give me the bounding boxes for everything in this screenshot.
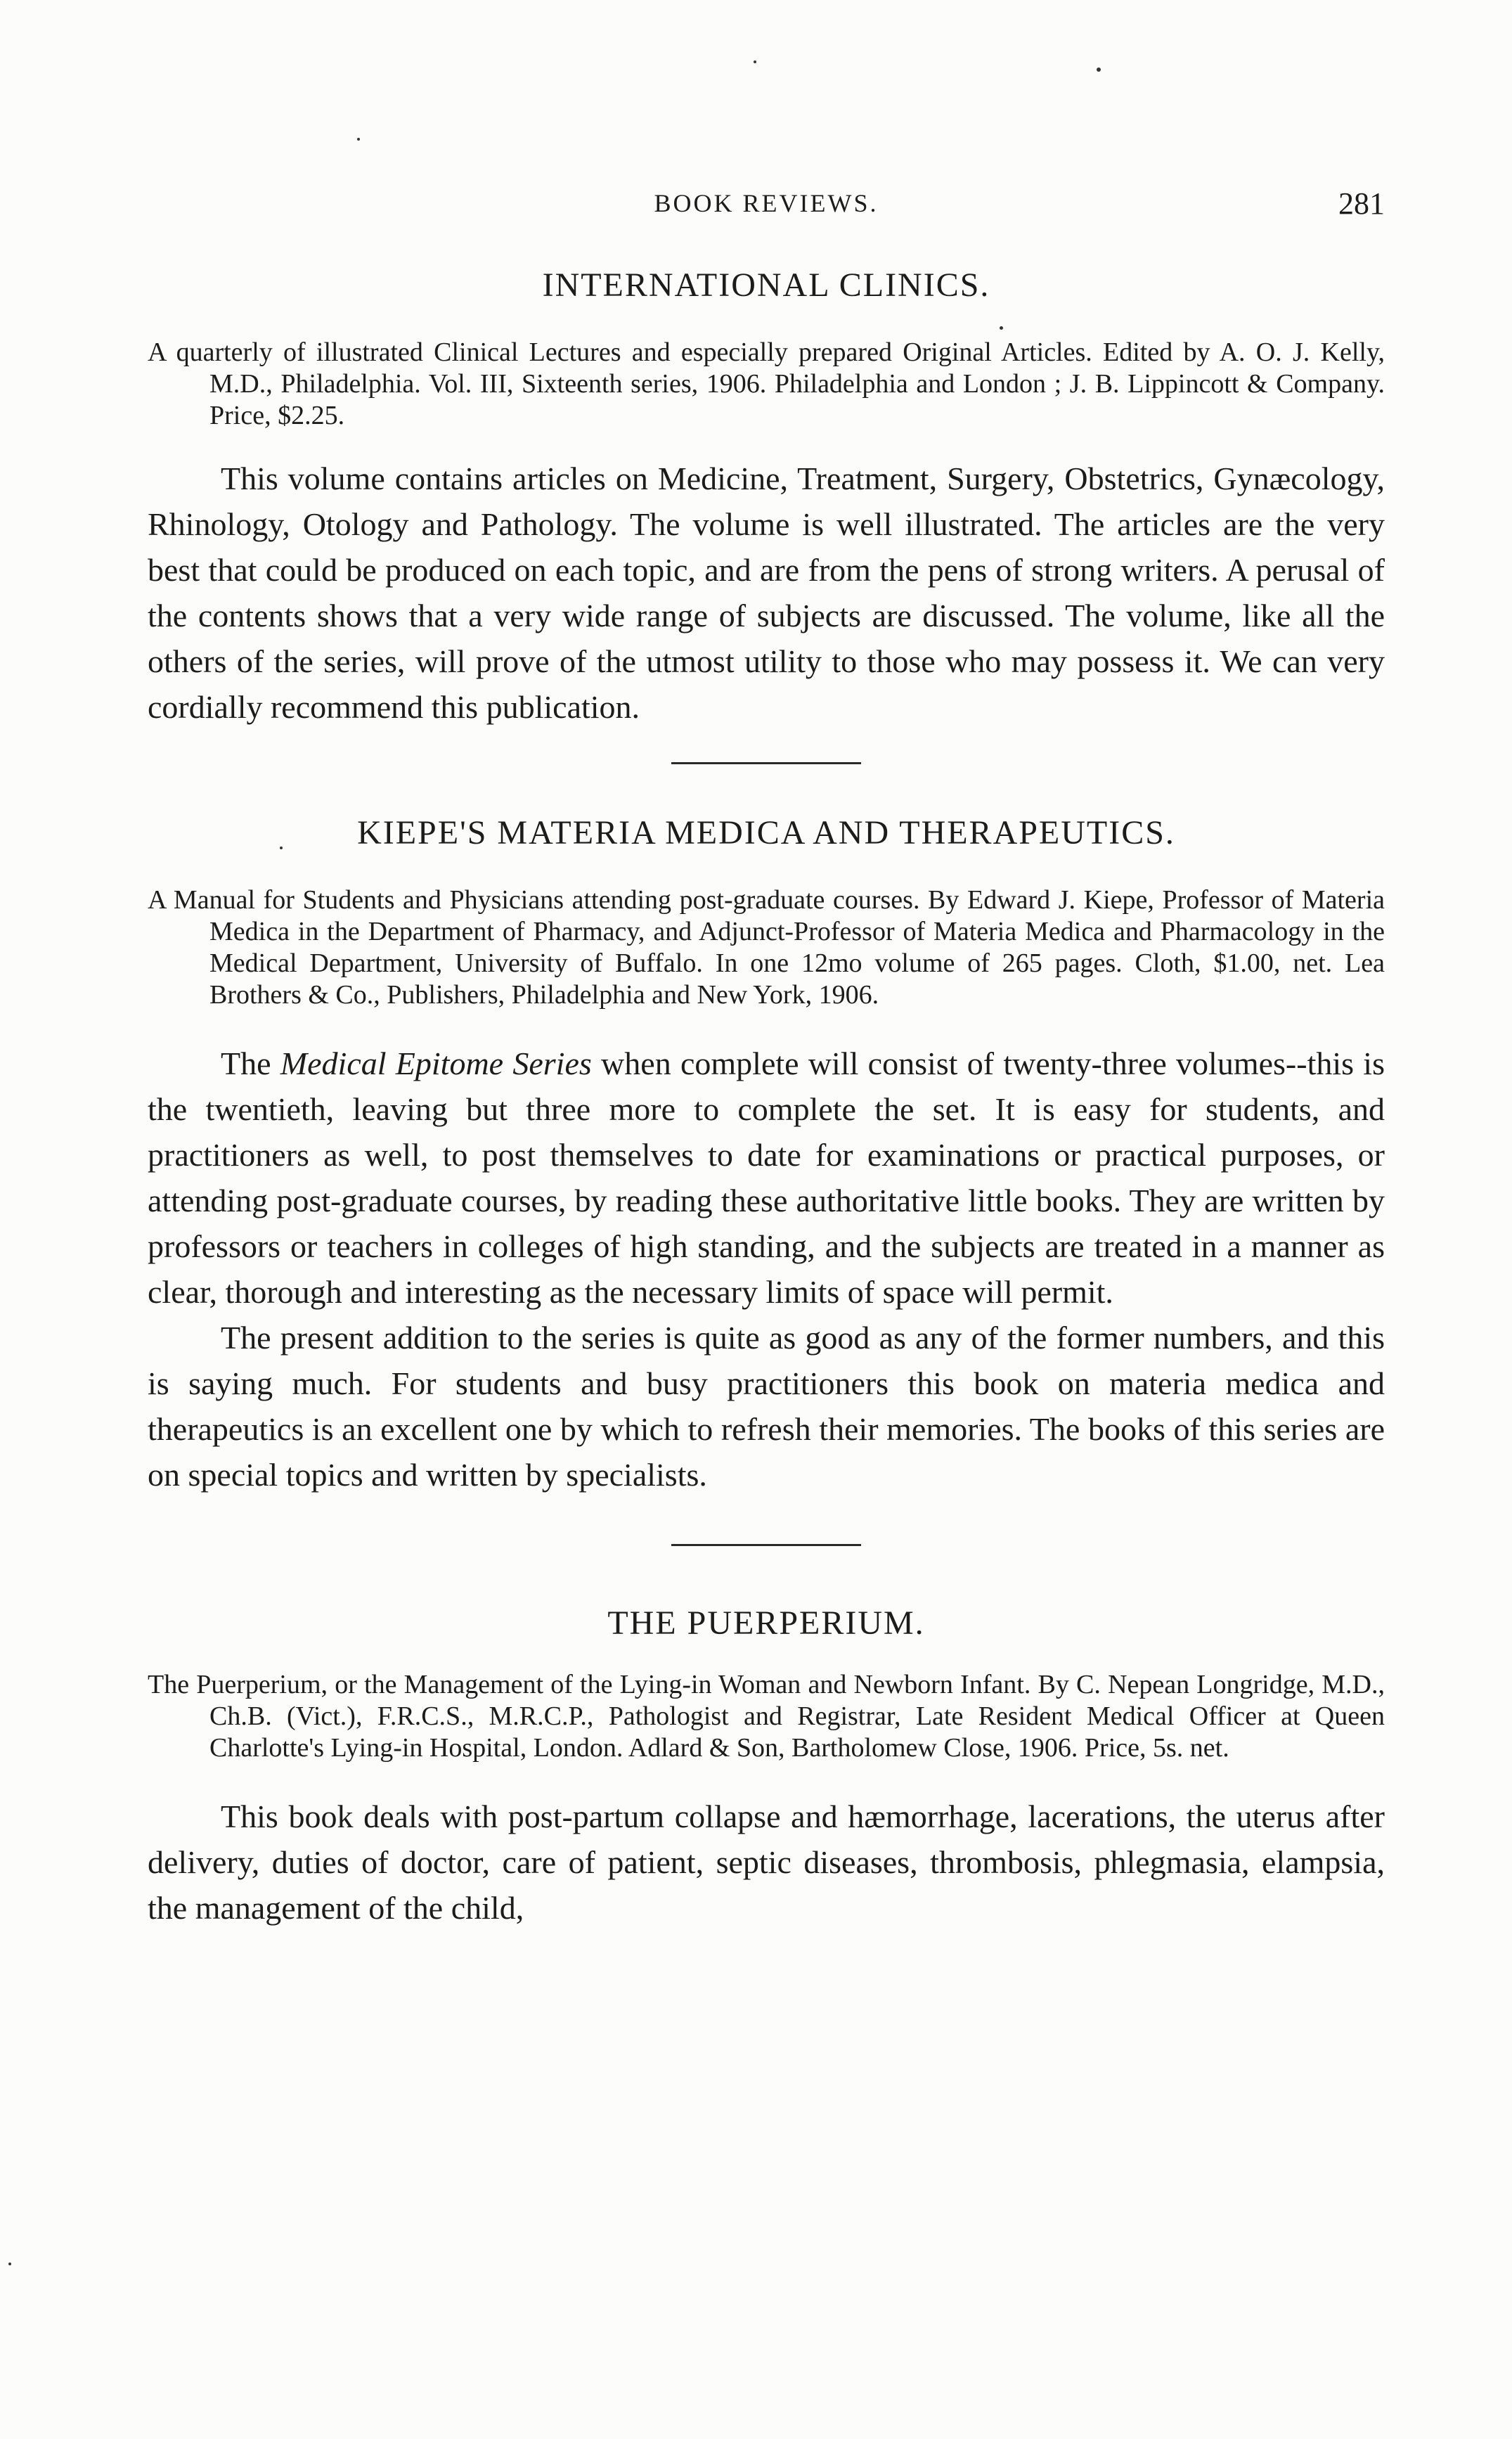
citation-kiepes-materia-medica: A Manual for Students and Physicians attending post-graduate courses. By Edward J. Kiepe, Professor of Materia Medica in the Department of Pharmacy, and Adjunct-Professor of Materia Medica and Pharmacology in the Medical Department, University of Buffalo. In one 12mo volume of 265 pages. Cloth, $1.00, net. Lea Brothers & Co., Publishers, Philadelphia and New York, 1906.	[148, 885, 1385, 1010]
series-title-italic: Medical Epitome Series	[280, 1045, 592, 1081]
review-paragraph: This volume contains articles on Medicine, Treatment, Surgery, Obstetrics, Gynæcology, Rhinology, Otology and Pathology. The volume is well illustrated. The articles are the very best that could be produced on each topic, and are from the pens of strong writers. A perusal of the contents shows that a very wide range of subjects are discussed. The volume, like all the others of the series, will prove of the utmost utility to those who may possess it. We can very cordially recommend this publication.	[148, 461, 1385, 725]
section-divider	[671, 1544, 861, 1546]
section-divider	[671, 762, 861, 764]
review-paragraph: This book deals with post-partum collapse and hæmorrhage, lacerations, the uterus after delivery, duties of doctor, care of patient, septic diseases, thrombosis, phlegmasia, elampsia, the management of the child,	[148, 1798, 1385, 1926]
review-paragraph	[148, 1041, 1385, 1315]
section-title-the-puerperium: THE PUERPERIUM.	[607, 1604, 925, 1642]
review-paragraph: The present addition to the series is quite as good as any of the former numbers, and this is saying much. For students and busy practitioners this book on materia medica and therapeutics is an excellent one by which to refresh their memories. The books of this series are on special topics and written by specialists.	[148, 1320, 1385, 1493]
paragraph-rest: when complete will consist of twenty-three volumes--this is the twentieth, leaving but three more to complete the set. It is easy for students, and practitioners as well, to post themselves to date for examinations or practical purposes, or attending post-graduate courses, by reading these authoritative little books. They are written by professors or teachers in colleges of high standing, and the subjects are treated in a manner as clear, thorough and interesting as the necessary limits of space will permit.	[148, 1045, 1385, 1310]
citation-international-clinics: A quarterly of illustrated Clinical Lectures and especially prepared Original Articles. Edited by A. O. J. Kelly, M.D., Philadelphia. Vol. III, Sixteenth series, 1906. Philadelphia and London ; J. B. Lippincott & Company. Price, $2.25.	[148, 337, 1385, 430]
section-title-international-clinics: INTERNATIONAL CLINICS.	[542, 266, 990, 304]
citation-the-puerperium: The Puerperium, or the Management of the Lying-in Woman and Newborn Infant. By C. Nepean Longridge, M.D., Ch.B. (Vict.), F.R.C.S., M.R.C.P., Pathologist and Registrar, Late Resident Medical Officer at Queen Charlotte's Lying-in Hospital, London. Adlard & Son, Bartholomew Close, 1906. Price, 5s. net.	[148, 1670, 1385, 1763]
running-title: BOOK REVIEWS.	[654, 189, 879, 217]
scan-speck	[754, 60, 756, 63]
text-column	[148, 266, 1385, 1931]
running-head	[148, 188, 1385, 231]
paragraph-lead: The	[221, 1045, 280, 1081]
scan-speck	[8, 2263, 11, 2265]
section-title-kiepes-materia-medica: KIEPE'S MATERIA MEDICA AND THERAPEUTICS.	[357, 814, 1175, 851]
page-number: 281	[1338, 186, 1385, 221]
scan-speck	[357, 138, 360, 141]
scan-speck	[1097, 67, 1101, 72]
